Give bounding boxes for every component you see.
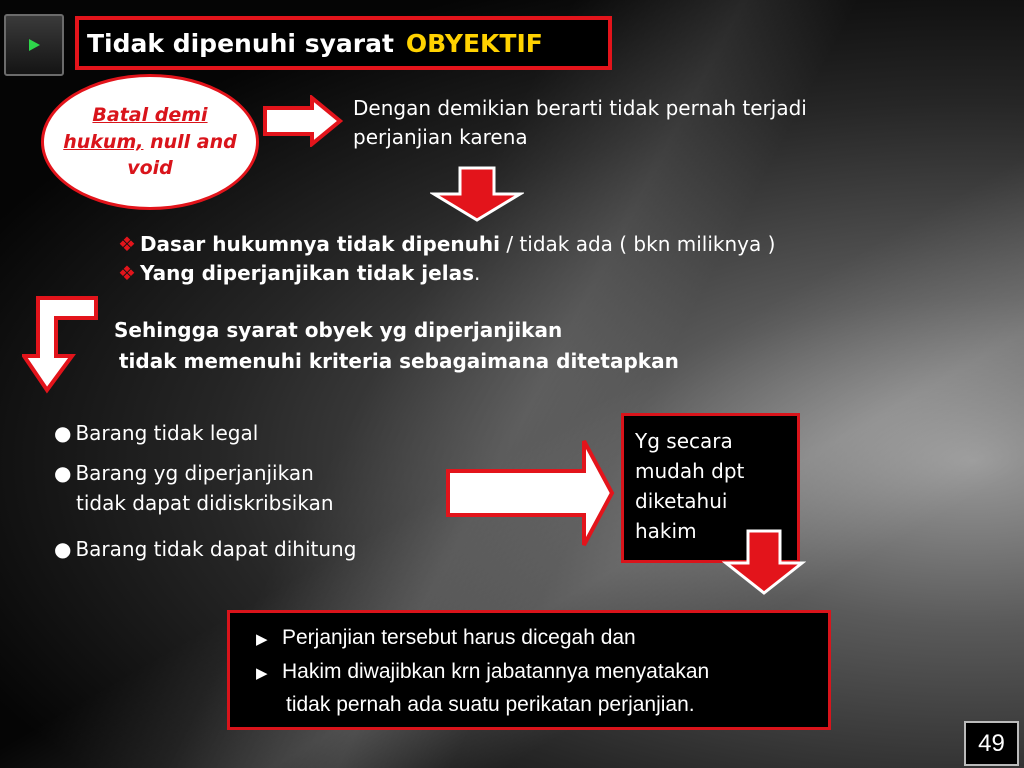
arrow-right-icon — [262, 95, 344, 147]
intro-text — [353, 94, 807, 152]
intro-line2: perjanjian karena — [353, 125, 528, 149]
reason-item: ❖ Dasar hukumnya tidak dipenuhi / tidak ada ( bkn miliknya ) — [118, 232, 776, 256]
box-line: Yg secara — [635, 429, 733, 453]
conclusion-box-row: ▶ Hakim diwajibkan krn jabatannya menyatakan — [256, 655, 828, 689]
conclusion-box — [227, 610, 831, 730]
list-item: ● Barang tidak legal — [54, 421, 259, 445]
dot-bullet-icon: ● — [54, 461, 72, 485]
conclusion-box-row: ▶ Perjanjian tersebut harus dicegah dan — [256, 621, 828, 655]
conclusion-line2: tidak memenuhi kriteria sebagaimana ditetapkan — [119, 349, 679, 373]
oval-line2b: null and — [150, 130, 237, 153]
dot-bullet-icon: ● — [54, 421, 72, 445]
list-item: ● Barang tidak dapat dihitung — [54, 537, 357, 561]
conclusion-box-row: tidak pernah ada suatu perikatan perjanjian. — [286, 693, 695, 717]
slide-title — [75, 16, 612, 70]
list-item: ● Barang yg diperjanjikan — [54, 461, 314, 485]
bent-arrow-down-icon — [22, 294, 102, 394]
diamond-bullet-icon: ❖ — [118, 261, 136, 285]
box-line: diketahui — [635, 489, 728, 513]
conclusion-line1: Sehingga syarat obyek yg diperjanjikan — [114, 318, 563, 342]
arrow-down-icon — [430, 166, 524, 222]
box-line: hakim — [635, 519, 697, 543]
title-text: Tidak dipenuhi syarat — [87, 28, 394, 58]
triangle-bullet-icon: ▶ — [256, 631, 268, 648]
reason-item: ❖ Yang diperjanjikan tidak jelas. — [118, 261, 481, 285]
triangle-bullet-icon: ▶ — [256, 664, 268, 682]
conclusion-text — [114, 315, 679, 377]
intro-line1: Dengan demikian berarti tidak pernah terjadi — [353, 96, 807, 120]
oval-line3: void — [127, 157, 173, 180]
oval-line1: Batal demi — [92, 104, 208, 127]
title-highlight: OBYEKTIF — [405, 28, 543, 58]
dot-bullet-icon: ● — [54, 537, 72, 561]
page-number: 49 — [964, 721, 1019, 766]
play-icon — [26, 37, 42, 53]
reasons-list — [118, 230, 775, 288]
diamond-bullet-icon: ❖ — [118, 232, 136, 256]
oval-line2a: hukum, — [63, 130, 144, 153]
box-line: mudah dpt — [635, 459, 745, 483]
null-void-oval — [41, 74, 259, 210]
play-button[interactable] — [4, 14, 64, 76]
arrow-right-icon — [444, 437, 616, 549]
arrow-down-icon — [722, 529, 806, 595]
items-list — [54, 418, 356, 564]
list-item-continuation: tidak dapat didiskribsikan — [76, 491, 334, 515]
